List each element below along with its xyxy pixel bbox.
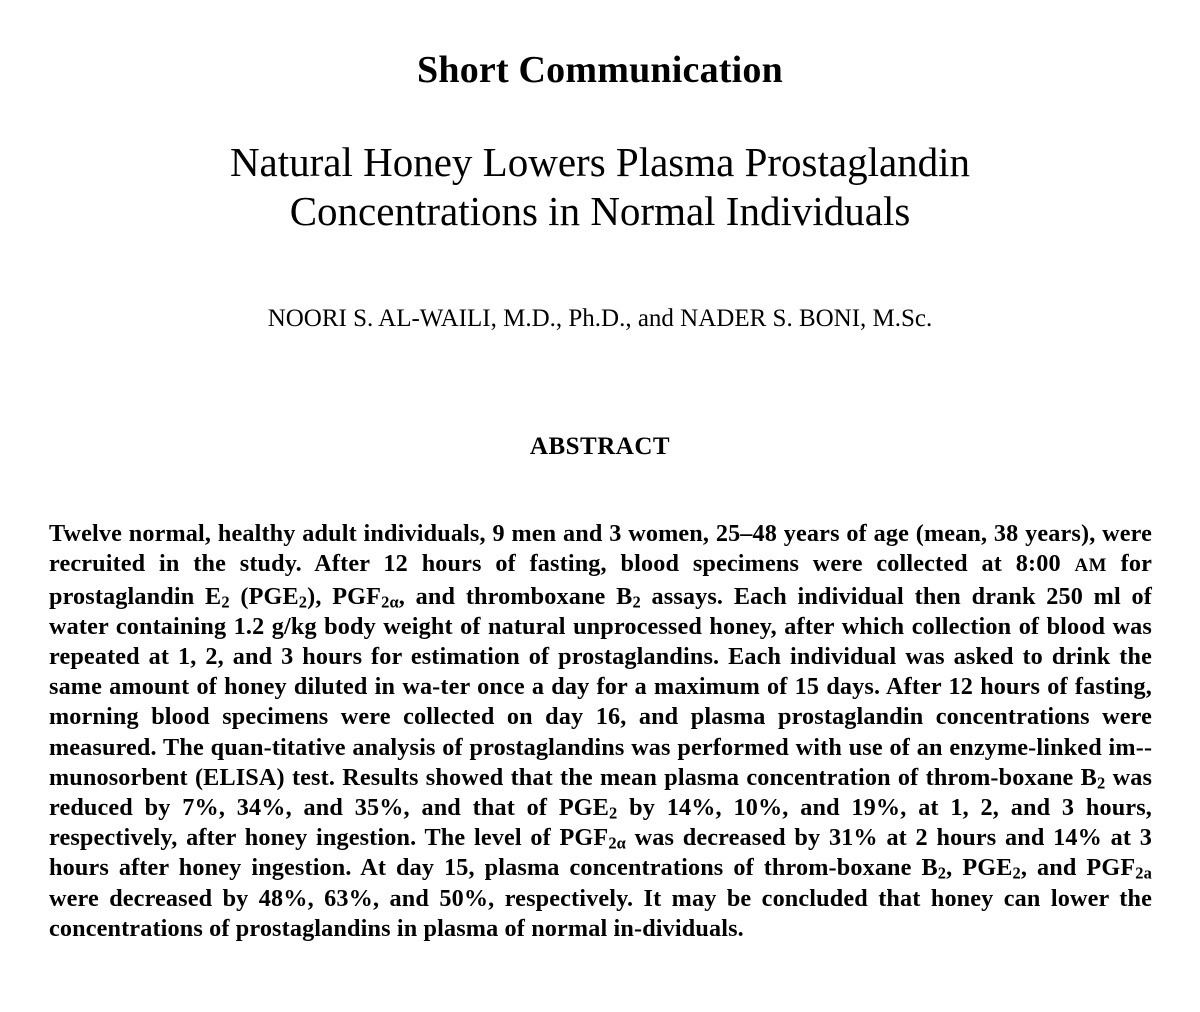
abstract-segment: was reduced by 7%, 34%, and 35%, and that of PGE — [49, 763, 1153, 822]
abstract-segment: (PGE — [229, 582, 299, 610]
abstract-segment: , and thromboxane B — [398, 582, 633, 610]
abstract-subscript: 2 — [298, 592, 308, 612]
abstract-segment: by 14%, 10%, and 19%, at 1, 2, and 3 hours, respectively, after honey ingestion. The level of PGF — [49, 794, 1153, 852]
abstract-segment: , PGE — [946, 854, 1013, 882]
abstract-time-suffix: AM — [1074, 555, 1107, 577]
abstract-subscript: 2 — [937, 864, 947, 884]
abstract-subscript: 2 — [609, 803, 618, 823]
abstract-subscript: 2 — [221, 592, 230, 612]
abstract-subscript: 2 — [1096, 773, 1106, 793]
abstract-subscript: 2a — [1135, 864, 1152, 884]
author-list: NOORI S. AL-WAILI, M.D., Ph.D., and NADER S. BONI, M.Sc. — [267, 305, 933, 332]
abstract-subscript: 2α — [608, 833, 627, 853]
abstract-subscript: 2 — [1012, 864, 1021, 884]
abstract-segment: were decreased by 48%, 63%, and 50%, respectively. It may be concluded that honey can lower the concentrations of prostaglandins in plasma of normal in-dividuals. — [49, 884, 1152, 942]
title-line-2: Concentrations in Normal Individuals — [289, 188, 911, 234]
abstract-text — [49, 519, 1152, 944]
abstract-segment: was decreased by 31% at 2 hours and 14% at 3 hours after honey ingestion. At day 15, plasma concentrations of throm-boxane B — [49, 824, 1152, 882]
abstract-segment: , and PGF — [1020, 854, 1136, 882]
abstract-segment: for prostaglandin E — [49, 550, 1153, 610]
abstract-subscript: 2α — [381, 592, 399, 612]
abstract-segment: Twelve normal, healthy adult individuals, 9 men and 3 women, 25–48 years of age (mean, 38 years), were recruited in the study. After 12 hours of fasting, blood specimens were collected at 8:00 — [49, 520, 1152, 578]
abstract-subscript: 2 — [632, 592, 641, 612]
abstract-segment: ), PGF — [307, 582, 382, 610]
title-line-1: Natural Honey Lowers Plasma Prostaglandin — [229, 139, 971, 185]
abstract-heading: ABSTRACT — [529, 433, 671, 460]
article-title — [100, 138, 1100, 236]
abstract-segment: assays. Each individual then drank 250 ml of water containing 1.2 g/kg body weight of natural unprocessed honey, after which collection of blood was repeated at 1, 2, and 3 hours for estimation of prostaglandins. Each individual was asked to drink the same amount of honey diluted in wa-ter once a day for a maximum of 15 days. After 12 hours of fasting, morning blood specimens were collected on day 16, and plasma prostaglandin concentrations were measured. The quan-titative analysis of prostaglandins was performed with use of an enzyme-linked im-munosorbent (ELISA) test. Results showed that the mean plasma concentration of throm-boxane B — [49, 582, 1152, 791]
section-label: Short Communication — [417, 49, 783, 91]
